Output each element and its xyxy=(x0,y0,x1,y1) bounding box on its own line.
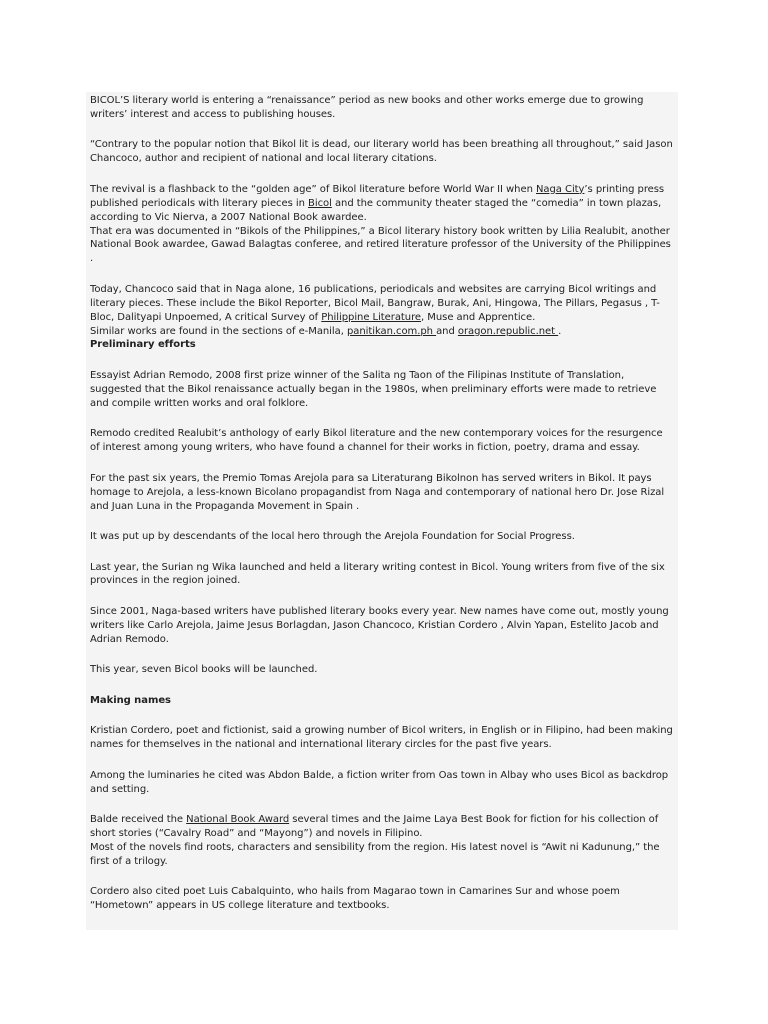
paragraph xyxy=(90,183,674,225)
link-national-book-award[interactable]: National Book Award xyxy=(186,814,290,826)
paragraph xyxy=(90,724,674,752)
paragraph xyxy=(90,94,674,122)
paragraph-text: Most of the novels find roots, characters and sensibility from the region. His latest novel is “Awit ni Kadunung,” the first of a trilogy. xyxy=(90,841,660,867)
paragraph-text: Kristian Cordero, poet and fictionist, said a growing number of Bicol writers, in English or in Filipino, had been making names for themselves in the national and international literary circles for the past five years. xyxy=(90,725,673,751)
paragraph xyxy=(90,813,674,841)
paragraph-text: Essayist Adrian Remodo, 2008 first prize winner of the Salita ng Taon of the Filipinas Institute of Translation, suggested that the Bikol renaissance actually began in the 1980s, when preliminary efforts were made to retrieve and compile written works and oral folklore. xyxy=(90,369,657,409)
paragraph xyxy=(90,427,674,455)
link-naga-city[interactable]: Naga City xyxy=(536,183,585,195)
paragraph-text: Similar works are found in the sections of e-Manila, xyxy=(90,325,347,337)
paragraph xyxy=(90,841,674,869)
paragraph xyxy=(90,472,674,514)
paragraph-text: Today, Chancoco said that in Naga alone, 16 publications, periodicals and websites are carrying Bicol writings and literary pieces. These include the Bikol Reporter, Bicol Mail, Bangraw, Burak, Ani, Hingowa, The Pillars, Pegasus , T-Bloc, Dalityapi Unpoemed, A critical Survey of xyxy=(90,283,660,323)
paragraph xyxy=(90,663,674,677)
paragraph-text: and xyxy=(436,325,458,337)
link-oragon-republic[interactable]: oragon.republic.net xyxy=(457,325,559,337)
paragraph-text: That era was documented in “Bikols of the Philippines,” a Bicol literary history book written by Lilia Realubit, another National Book awardee, Gawad Balagtas conferee, and retired literature professor of the University of the Philippines . xyxy=(90,225,671,265)
paragraph xyxy=(90,138,674,166)
paragraph-text: several times and the Jaime Laya Best Book for fiction for his collection of short stories (“Cavalry Road” and “Mayong”) and novels in Filipino. xyxy=(90,814,659,839)
paragraph-text: It was put up by descendants of the local hero through the Arejola Foundation for Social Progress. xyxy=(90,531,575,542)
paragraph xyxy=(90,605,674,647)
link-bicol[interactable]: Bicol xyxy=(308,197,332,209)
paragraph-text: For the past six years, the Premio Tomas Arejola para sa Literaturang Bikolnon has served writers in Bikol. It pays homage to Arejola, a less-known Bicolano propagandist from Naga and contemporary of national hero Dr. Jose Rizal and Juan Luna in the Propaganda Movement in Spain . xyxy=(90,472,665,512)
paragraph-text: Cordero also cited poet Luis Cabalquinto, who hails from Magarao town in Camarines Sur and whose poem “Hometown” appears in US college literature and textbooks. xyxy=(90,886,620,912)
link-philippine-literature[interactable]: Philippine Literature xyxy=(321,311,422,323)
paragraph-text: Among the luminaries he cited was Abdon Balde, a fiction writer from Oas town in Albay who uses Bicol as backdrop and setting. xyxy=(90,769,669,795)
paragraph-text: “Contrary to the popular notion that Bikol lit is dead, our literary world has been breathing all throughout,” said Jason Chancoco, author and recipient of national and local literary citations. xyxy=(90,139,673,165)
paragraph-text: Balde received the xyxy=(90,814,187,826)
article-body xyxy=(86,92,678,930)
paragraph xyxy=(90,885,674,913)
paragraph-text: This year, seven Bicol books will be launched. xyxy=(90,664,318,676)
paragraph-text: . xyxy=(558,325,562,337)
paragraph-text: Last year, the Surian ng Wika launched and held a literary writing contest in Bicol. Young writers from five of the six provinces in the region joined. xyxy=(90,561,665,587)
paragraph xyxy=(90,369,674,411)
link-panitikan[interactable]: panitikan.com.ph xyxy=(346,325,437,337)
paragraph-text: BICOL’S literary world is entering a “renaissance” period as new books and other works emerge due to growing writers’ interest and access to publishing houses. xyxy=(90,95,644,120)
paragraph xyxy=(90,325,674,339)
paragraph xyxy=(90,225,674,267)
paragraph xyxy=(90,769,674,797)
paragraph xyxy=(90,561,674,589)
paragraph-text: The revival is a flashback to the “golden age” of Bikol literature before World War II when xyxy=(90,183,536,195)
section-heading-making-names: Making names xyxy=(90,694,171,706)
paragraph-text: Remodo credited Realubit’s anthology of early Bikol literature and the new contemporary voices for the resurgence of interest among young writers, who have found a channel for their works in fiction, poetry, drama and essay. xyxy=(90,428,663,454)
paragraph xyxy=(90,283,674,325)
section-heading-preliminary-efforts: Preliminary efforts xyxy=(90,339,196,351)
paragraph-text: , Muse and Apprentice. xyxy=(421,311,536,323)
paragraph-text: and the community theater staged the “comedia” in town plazas, according to Vic Nierva, a 2007 National Book awardee. xyxy=(90,197,662,223)
paragraph-text: ’s printing press published periodicals with literary pieces in xyxy=(90,183,665,209)
paragraph-text: Since 2001, Naga-based writers have published literary books every year. New names have come out, mostly young writers like Carlo Arejola, Jaime Jesus Borlagdan, Jason Chancoco, Kristian Cordero , Alvin Yapan, Estelito Jacob and Adrian Remodo. xyxy=(90,605,669,645)
paragraph xyxy=(90,530,674,544)
